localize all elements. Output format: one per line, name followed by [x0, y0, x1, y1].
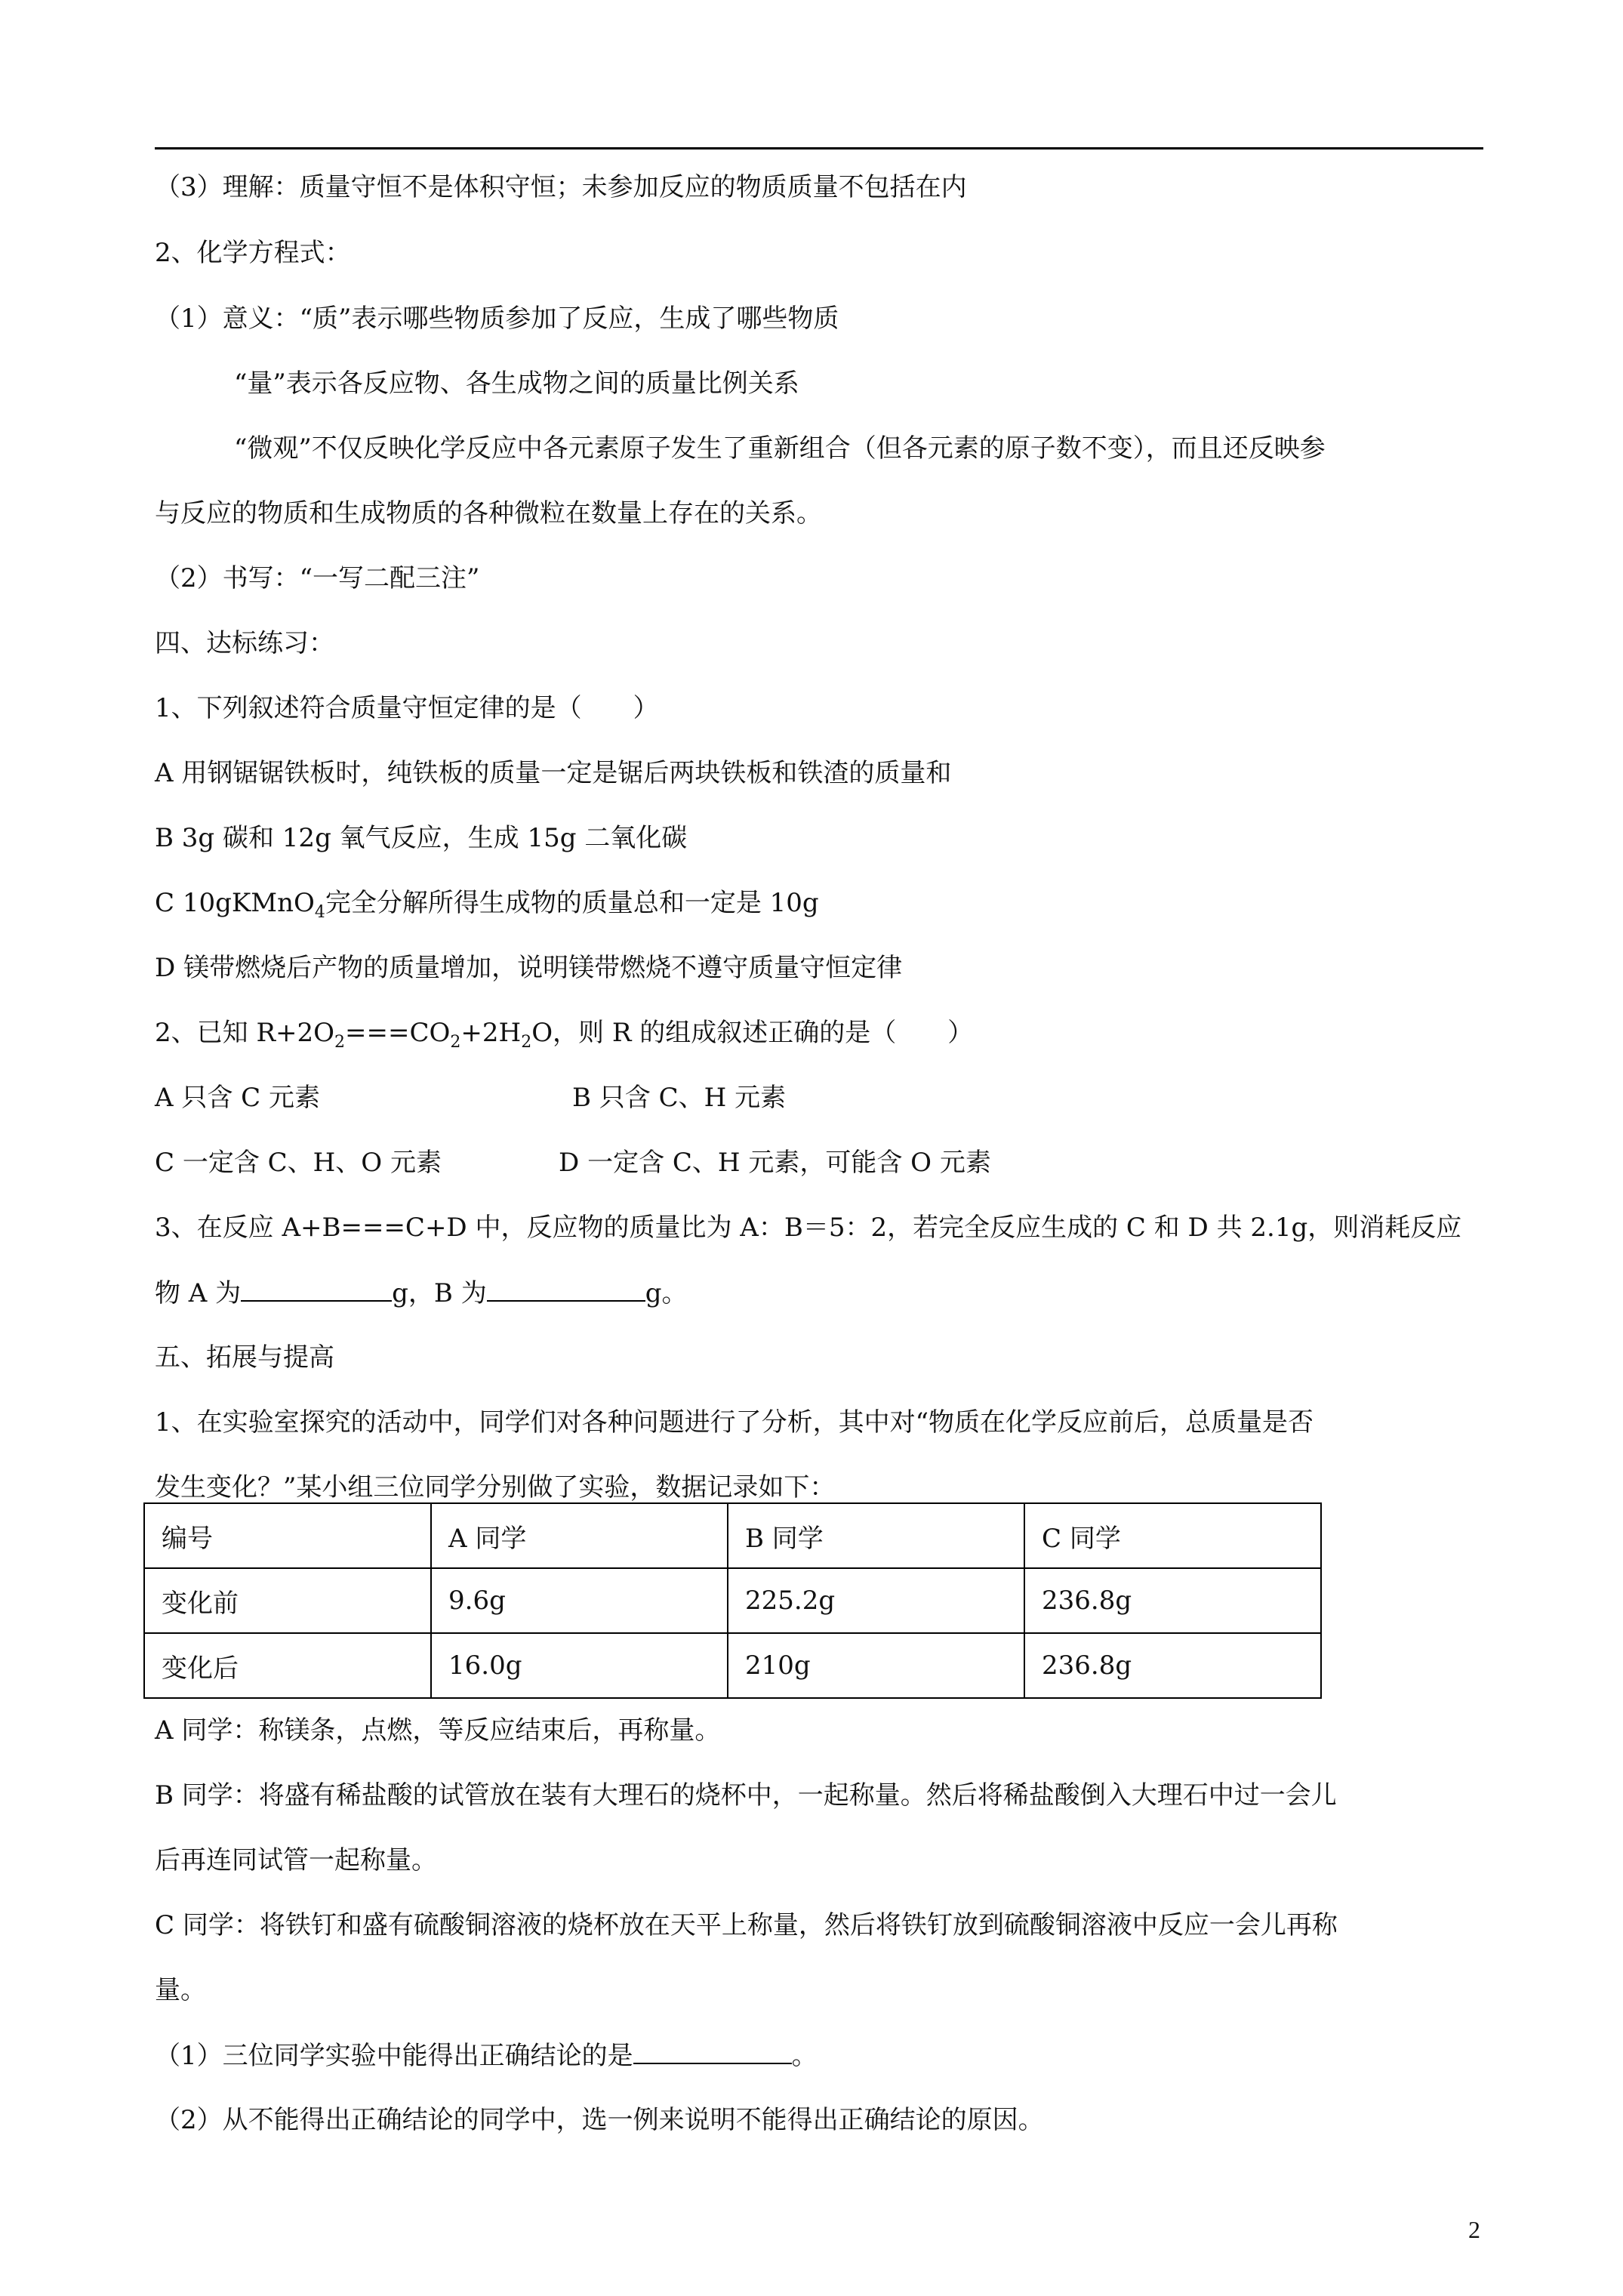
option-c-part: 完全分解所得生成物的质量总和一定是 10g: [325, 888, 819, 918]
table-cell: 236.8g: [1024, 1568, 1321, 1633]
text-line: （1）意义：“质”表示哪些物质参加了反应，生成了哪些物质: [155, 304, 839, 334]
question-2: [155, 1016, 974, 1052]
question-1: 1、下列叙述符合质量守恒定律的是（ ）: [155, 693, 659, 723]
text-line: B 同学：将盛有稀盐酸的试管放在装有大理石的烧杯中，一起称量。然后将稀盐酸倒入大理石中过一会儿: [155, 1780, 1337, 1811]
equation-part: O，则 R 的组成叙述正确的是（ ）: [531, 1018, 974, 1048]
table-row: [144, 1568, 1321, 1633]
section-heading: 2、化学方程式：: [155, 238, 351, 268]
text-line: 后再连同试管一起称量。: [155, 1845, 437, 1875]
table-cell: 9.6g: [431, 1568, 728, 1633]
option-c: C 一定含 C、H、O 元素: [155, 1148, 442, 1178]
text-line: 量。: [155, 1975, 206, 2005]
section-heading: 四、达标练习：: [155, 628, 334, 658]
page-number: 2: [1468, 2216, 1480, 2243]
table-cell: 225.2g: [728, 1568, 1024, 1633]
text-line: 与反应的物质和生成物质的各种微粒在数量上存在的关系。: [155, 498, 822, 529]
question-1: 1、在实验室探究的活动中，同学们对各种问题进行了分析，其中对“物质在化学反应前后，总质量是否: [155, 1407, 1314, 1438]
text-line: （3）理解：质量守恒不是体积守恒；未参加反应的物质质量不包括在内: [155, 172, 967, 202]
option-c: [155, 886, 819, 920]
text-part: 物 A 为: [155, 1278, 242, 1308]
text-line: “微观”不仅反映化学反应中各元素原子发生了重新组合（但各元素的原子数不变），而且还反映参: [234, 433, 1326, 464]
question-3-cont: [155, 1276, 688, 1310]
sub-question-2: （2）从不能得出正确结论的同学中，选一例来说明不能得出正确结论的原因。: [155, 2105, 1044, 2135]
subscript: 4: [314, 903, 325, 922]
text-line: （2）书写：“一写二配三注”: [155, 563, 480, 593]
text-part: 。: [791, 2041, 818, 2071]
text-line: A 同学：称镁条，点燃，等反应结束后，再称量。: [155, 1715, 721, 1746]
text-line: C 同学：将铁钉和盛有硫酸铜溶液的烧杯放在天平上称量，然后将铁钉放到硫酸铜溶液中反应一会儿再称: [155, 1910, 1338, 1940]
answer-blank[interactable]: [241, 1276, 392, 1302]
equation-part: 2、已知 R+2O: [155, 1018, 335, 1048]
text-part: g，B 为: [392, 1278, 487, 1308]
answer-blank[interactable]: [487, 1276, 645, 1302]
table-row: [144, 1633, 1321, 1698]
answer-blank[interactable]: [633, 2039, 792, 2064]
option-b: B 3g 碳和 12g 氧气反应，生成 15g 二氧化碳: [155, 823, 688, 853]
option-d: D 镁带燃烧后产物的质量增加，说明镁带燃烧不遵守质量守恒定律: [155, 953, 903, 983]
section-heading: 五、拓展与提高: [155, 1342, 334, 1373]
table-cell: 变化后: [144, 1633, 431, 1698]
text-line: 发生变化？”某小组三位同学分别做了实验，数据记录如下：: [155, 1472, 836, 1502]
question-3: 3、在反应 A+B===C+D 中，反应物的质量比为 A：B＝5：2，若完全反应生成的 C 和 D 共 2.1g，则消耗反应: [155, 1213, 1462, 1243]
subscript: 2: [521, 1033, 532, 1052]
subscript: 2: [334, 1033, 346, 1052]
option-b: B 只含 C、H 元素: [572, 1083, 787, 1113]
option-c-part: C 10gKMnO: [155, 888, 315, 918]
option-d: D 一定含 C、H 元素，可能含 O 元素: [559, 1148, 991, 1178]
table-cell: 236.8g: [1024, 1633, 1321, 1698]
subscript: 2: [450, 1033, 461, 1052]
table-cell: 变化前: [144, 1568, 431, 1633]
text-line: “量”表示各反应物、各生成物之间的质量比例关系: [234, 368, 799, 399]
sub-question-1: [155, 2039, 818, 2073]
table-cell: 16.0g: [431, 1633, 728, 1698]
equation-part: +2H: [460, 1018, 522, 1048]
data-table: [143, 1502, 1322, 1699]
table-header-cell: 编号: [144, 1503, 431, 1568]
header-rule: [155, 147, 1483, 149]
text-part: g。: [645, 1278, 688, 1308]
table-header-cell: B 同学: [728, 1503, 1024, 1568]
option-a: A 只含 C 元素: [155, 1083, 320, 1113]
table-header-cell: C 同学: [1024, 1503, 1321, 1568]
text-part: （1）三位同学实验中能得出正确结论的是: [155, 2041, 633, 2071]
table-header-cell: A 同学: [431, 1503, 728, 1568]
equation-part: ===CO: [345, 1018, 451, 1048]
option-a: A 用钢锯锯铁板时，纯铁板的质量一定是锯后两块铁板和铁渣的质量和: [155, 758, 952, 788]
table-cell: 210g: [728, 1633, 1024, 1698]
table-header-row: [144, 1503, 1321, 1568]
